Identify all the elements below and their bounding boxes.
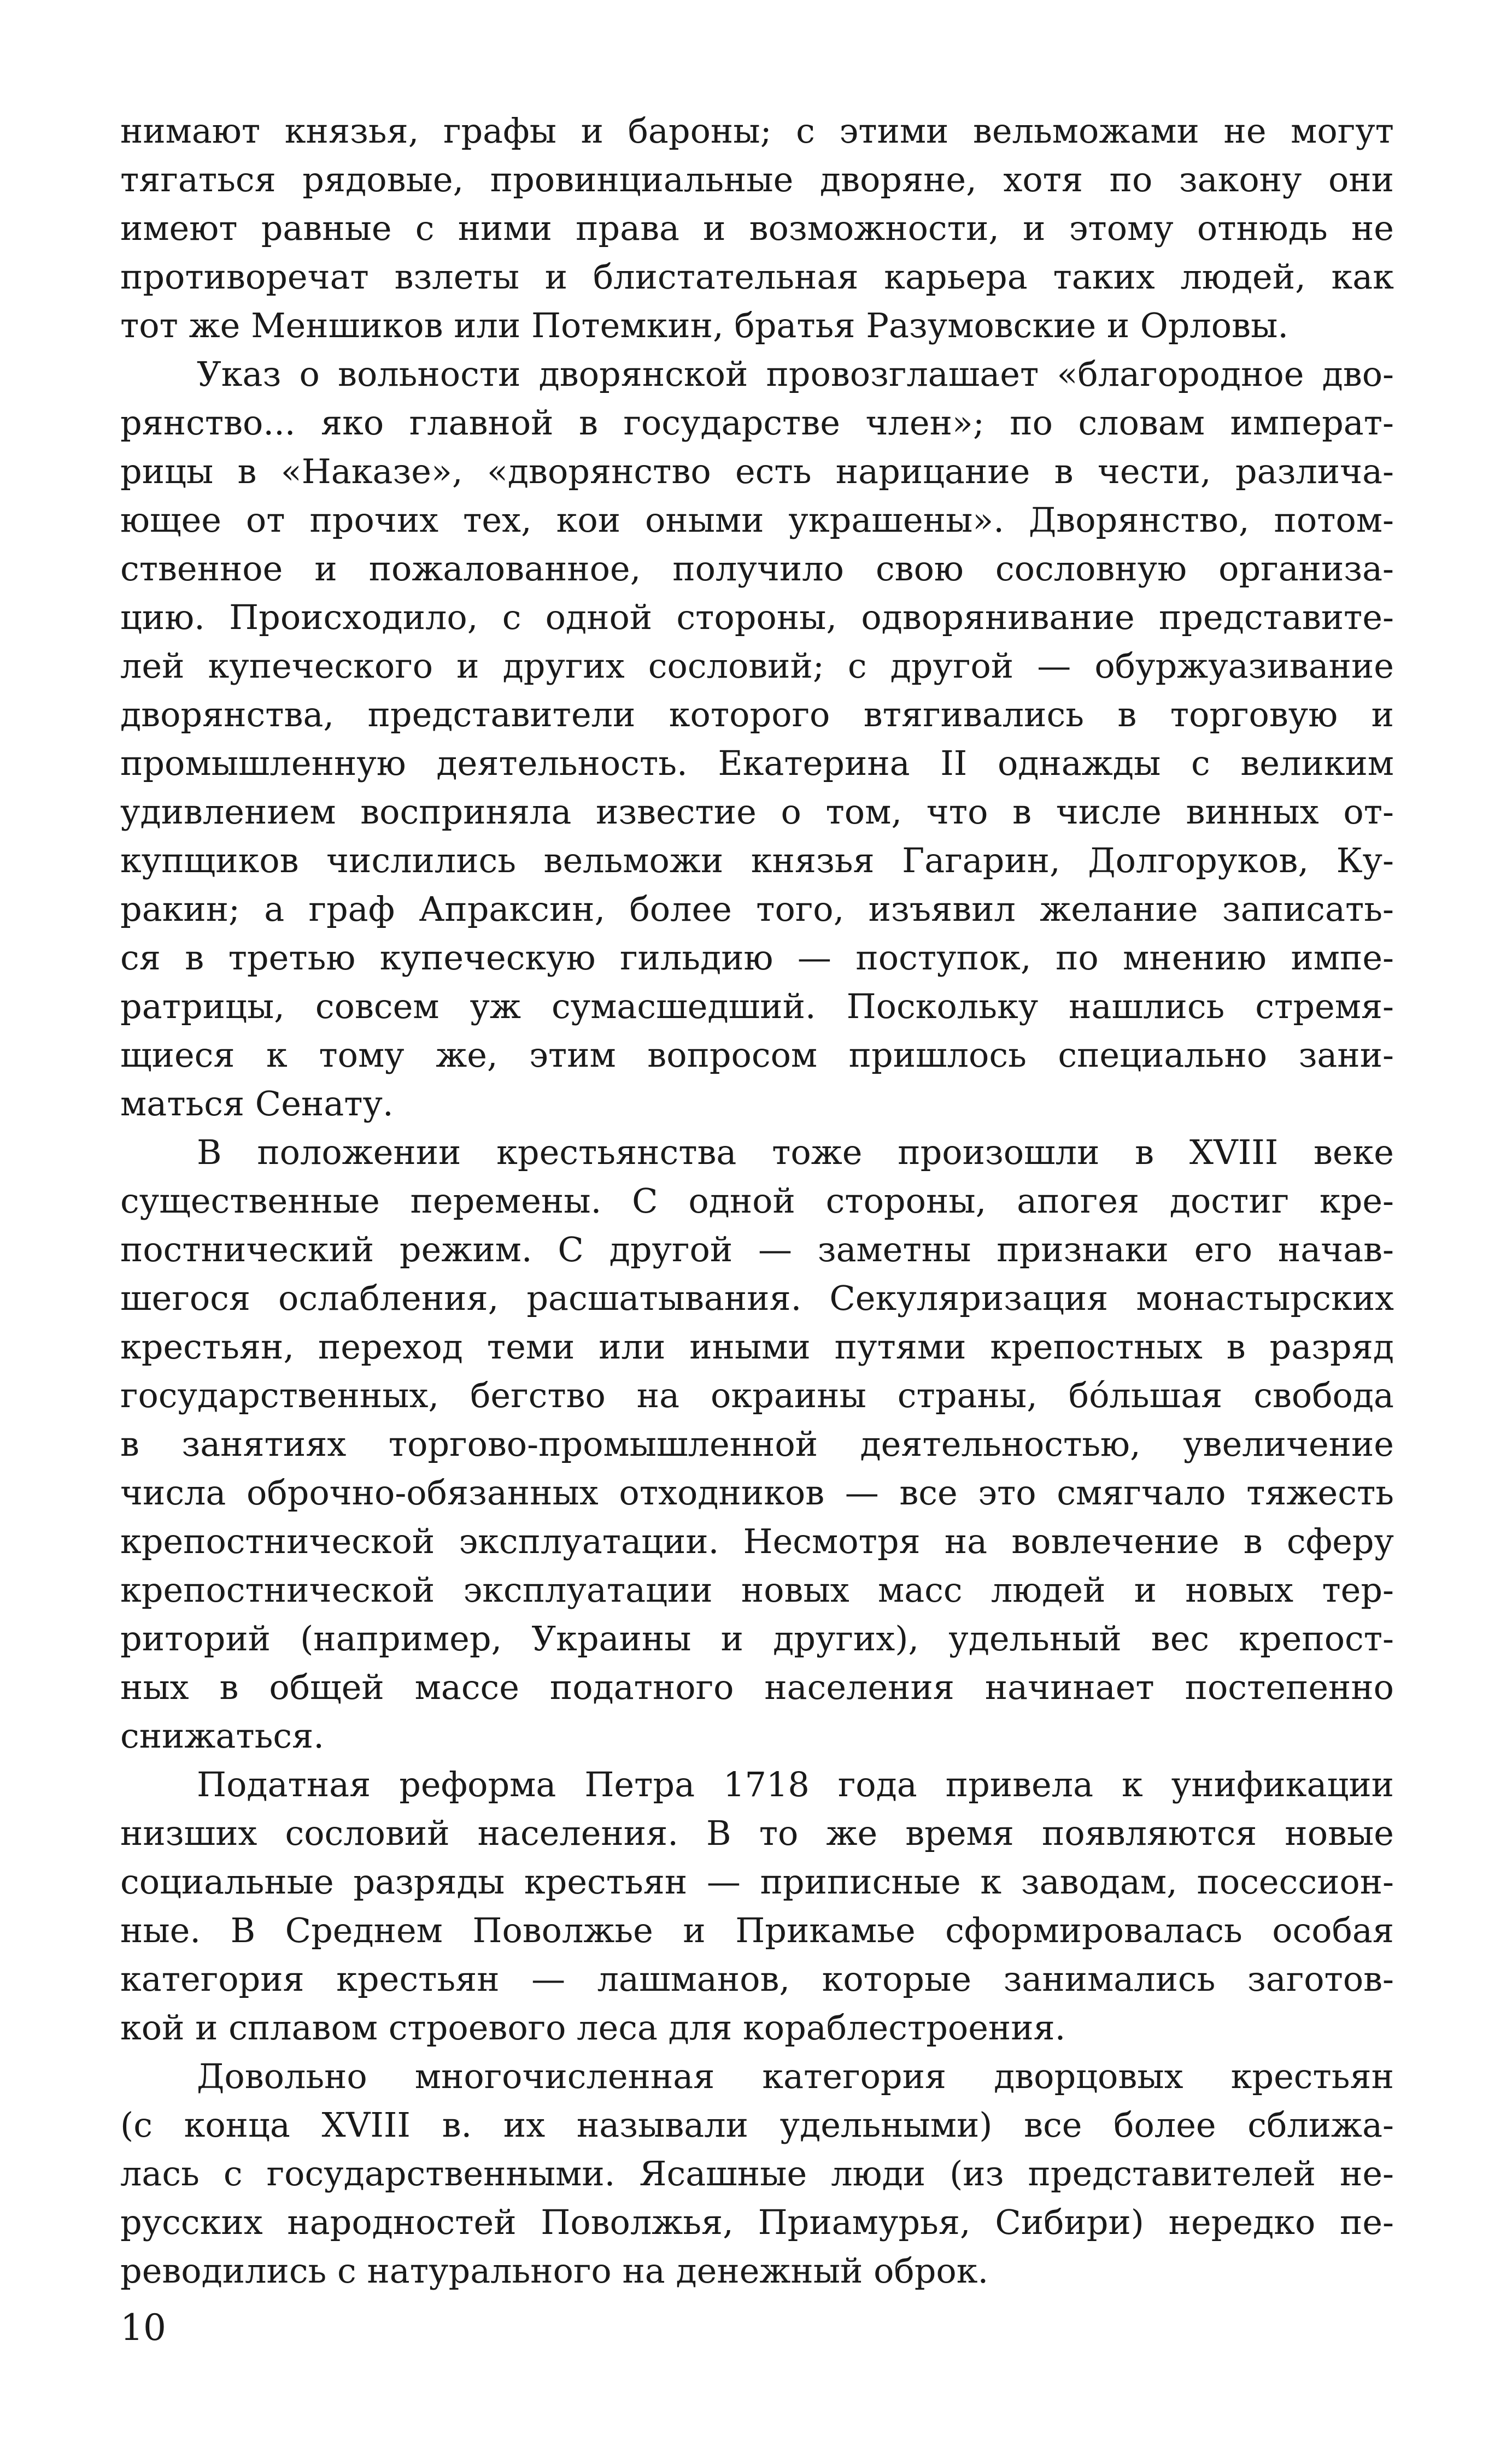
text-line: ратрицы, совсем уж сумасшедший. Поскольку нашлись стремя-	[120, 986, 1394, 1026]
text-line: крепостнической эксплуатации новых масс людей и новых тер-	[120, 1570, 1394, 1610]
text-line: существенные перемены. С одной стороны, апогея достиг кре-	[120, 1181, 1394, 1221]
text-line: противоречат взлеты и блистательная карьера таких людей, как	[120, 257, 1394, 297]
text-line: в занятиях торгово-промышленной деятельностью, увеличение	[120, 1424, 1394, 1464]
text-line: социальные разряды крестьян — приписные к заводам, посессион-	[120, 1862, 1394, 1902]
text-line: Податная реформа Петра 1718 года привела к унификации	[197, 1765, 1394, 1804]
text-line: ные. В Среднем Поволжье и Прикамье сформировалась особая	[120, 1910, 1394, 1950]
text-line: крестьян, переход теми или иными путями крепостных в разряд	[120, 1327, 1394, 1367]
text-line: маться Сенату.	[120, 1084, 394, 1124]
text-line: Указ о вольности дворянской провозглашает «благородное дво-	[197, 354, 1394, 394]
text-line: ющее от прочих тех, кои оными украшены». Дворянство, потом-	[120, 500, 1394, 540]
text-line: кой и сплавом строевого леса для кораблестроения.	[120, 2008, 1066, 2048]
text-line: Довольно многочисленная категория дворцовых крестьян	[197, 2056, 1394, 2096]
text-line: ракин; а граф Апраксин, более того, изъявил желание записать-	[120, 889, 1394, 929]
text-line: ных в общей массе податного населения начинает постепенно	[120, 1667, 1394, 1707]
text-line: тот же Меншиков или Потемкин, братья Разумовские и Орловы.	[120, 305, 1289, 345]
text-line: ственное и пожалованное, получило свою сословную организа-	[120, 549, 1394, 589]
text-line: крепостнической эксплуатации. Несмотря на вовлечение в сферу	[120, 1521, 1394, 1561]
page-body	[120, 107, 1394, 2295]
text-line: В положении крестьянства тоже произошли в XVIII веке	[197, 1132, 1394, 1172]
paragraph	[120, 107, 1394, 350]
page-number: 10	[120, 2307, 166, 2349]
text-line: щиеся к тому же, этим вопросом пришлось специально зани-	[120, 1035, 1394, 1075]
text-line: реводились с натурального на денежный оброк.	[120, 2251, 989, 2291]
text-line: шегося ослабления, расшатывания. Секуляризация монастырских	[120, 1278, 1394, 1318]
text-line: дворянства, представители которого втягивались в торговую и	[120, 695, 1394, 734]
text-line: ся в третью купеческую гильдию — поступок, по мнению импе-	[120, 938, 1394, 978]
text-line: лей купеческого и других сословий; с другой — обуржуазивание	[120, 646, 1394, 686]
text-line: категория крестьян — лашманов, которые занимались заготов-	[120, 1959, 1394, 1999]
text-line: рянство... яко главной в государстве член»; по словам императ-	[120, 403, 1394, 443]
text-line: тягаться рядовые, провинциальные дворяне, хотя по закону они	[120, 160, 1394, 199]
text-line: русских народностей Поволжья, Приамурья, Сибири) нередко пе-	[120, 2202, 1394, 2242]
text-line: (с конца XVIII в. их называли удельными) все более сближа-	[120, 2105, 1394, 2145]
text-line: низших сословий населения. В то же время появляются новые	[120, 1813, 1394, 1853]
text-line: снижаться.	[120, 1716, 324, 1756]
text-line: нимают князья, графы и бароны; с этими вельможами не могут	[120, 111, 1394, 151]
text-line: постнический режим. С другой — заметны признаки его начав-	[120, 1230, 1394, 1269]
text-line: имеют равные с ними права и возможности, и этому отнюдь не	[120, 208, 1394, 248]
text-line: цию. Происходило, с одной стороны, одворянивание представите-	[120, 597, 1394, 637]
paragraph	[120, 350, 1394, 1128]
text-line: удивлением восприняла известие о том, что в числе винных от-	[120, 792, 1394, 832]
paragraph	[120, 2052, 1394, 2295]
text-line: рицы в «Наказе», «дворянство есть нарицание в чести, различа-	[120, 451, 1394, 491]
text-line: лась с государственными. Ясашные люди (из представителей не-	[120, 2154, 1394, 2194]
text-line: числа оброчно-обязанных отходников — все это смягчало тяжесть	[120, 1473, 1394, 1513]
text-line: промышленную деятельность. Екатерина II однажды с великим	[120, 743, 1394, 783]
paragraph	[120, 1760, 1394, 2052]
text-line: купщиков числились вельможи князья Гагарин, Долгоруков, Ку-	[120, 840, 1394, 880]
paragraph	[120, 1128, 1394, 1760]
text-line: риторий (например, Украины и других), удельный вес крепост-	[120, 1619, 1394, 1659]
text-line: государственных, бегство на окраины страны, бóльшая свобода	[120, 1375, 1394, 1415]
